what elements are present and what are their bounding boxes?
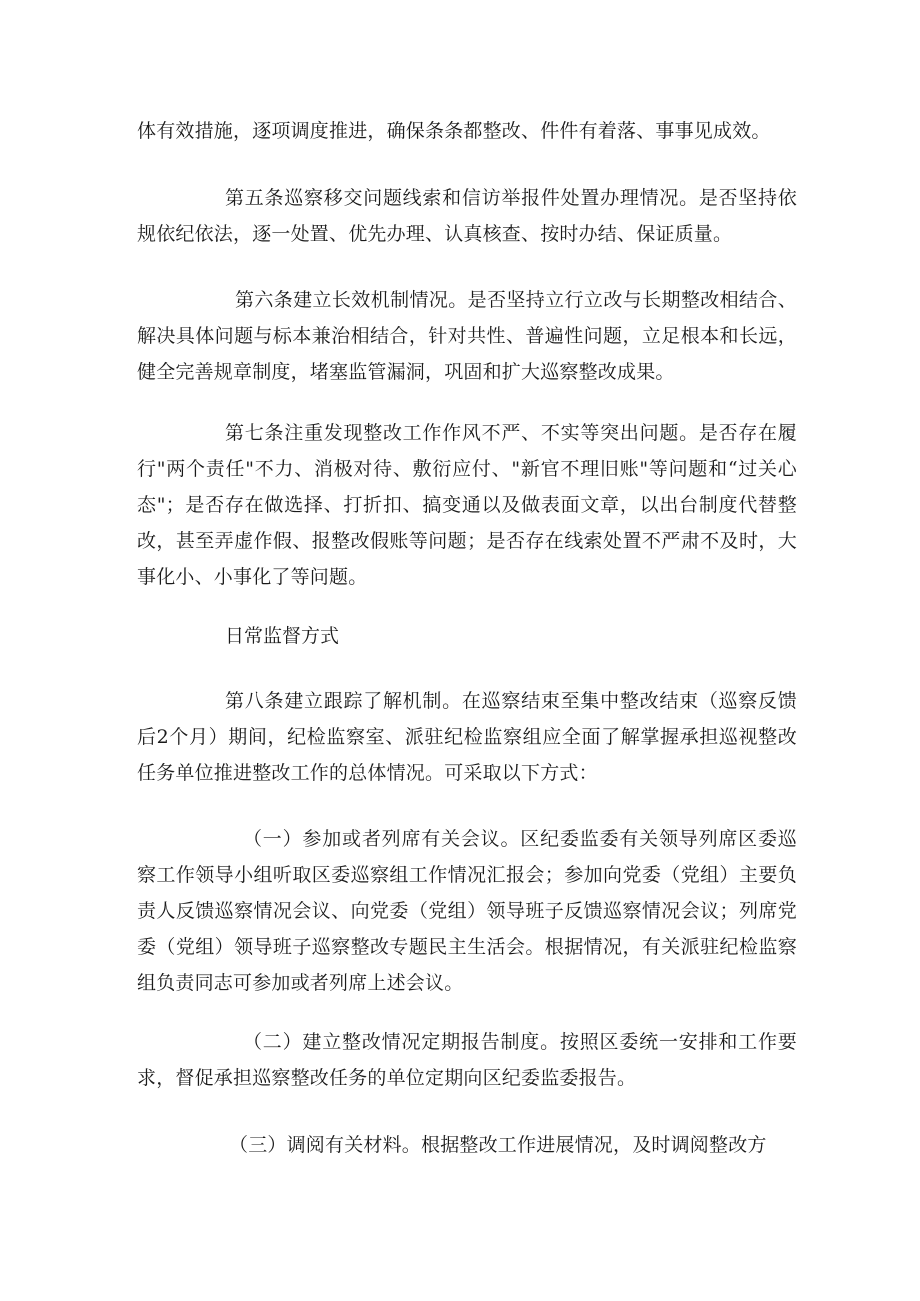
section-heading-daily-supervision: 日常监督方式 [225,625,340,647]
paragraph-article-6: 第六条建立长效机制情况。是否坚持立行立改与长期整改相结合、解决具体问题与标本兼治相结合，针对共性、普遍性问题，立足根本和长远，健全完善规章制度，堵塞监管漏洞，巩固和扩大巡察整改成果。 [137,289,797,383]
paragraph-item-1: （一）参加或者列席有关会议。区纪委监委有关领导列席区委巡察工作领导小组听取区委巡察组工作情况汇报会；参加向党委（党组）主要负责人反馈巡察情况会议、向党委（党组）领导班子反馈巡察情况会议；列席党委（党组）领导班子巡察整改专题民主生活会。根据情况，有关派驻纪检监察组负责同志可参加或者列席上述会议。 [137,828,797,994]
paragraph-article-8: 第八条建立跟踪了解机制。在巡察结束至集中整改结束（巡察反馈后2个月）期间，纪检监察室、派驻纪检监察组应全面了解掌握承担巡视整改任务单位推进整改工作的总体情况。可采取以下方式： [137,690,797,784]
paragraph-item-2: （二）建立整改情况定期报告制度。按照区委统一安排和工作要求，督促承担巡察整改任务的单位定期向区纪委监委报告。 [137,1031,797,1089]
paragraph-1: 体有效措施，逐项调度推进，确保条条都整改、件件有着落、事事见成效。 [137,120,771,142]
paragraph-item-3: （三）调阅有关材料。根据整改工作进展情况，及时调阅整改方 [229,1134,767,1156]
paragraph-article-5: 第五条巡察移交问题线索和信访举报件处置办理情况。是否坚持依规依纪依法，逐一处置、优先办理、认真核查、按时办结、保证质量。 [137,187,797,245]
paragraph-article-7: 第七条注重发现整改工作作风不严、不实等突出问题。是否存在履行"两个责任"不力、消极对待、敷衍应付、"新官不理旧账"等问题和“过关心态"；是否存在做选择、打折扣、搞变通以及做表面文章，以出台制度代替整改，甚至弄虚作假、报整改假账等问题；是否存在线索处置不严肃不及时，大事化小、小事化了等问题。 [137,422,797,588]
